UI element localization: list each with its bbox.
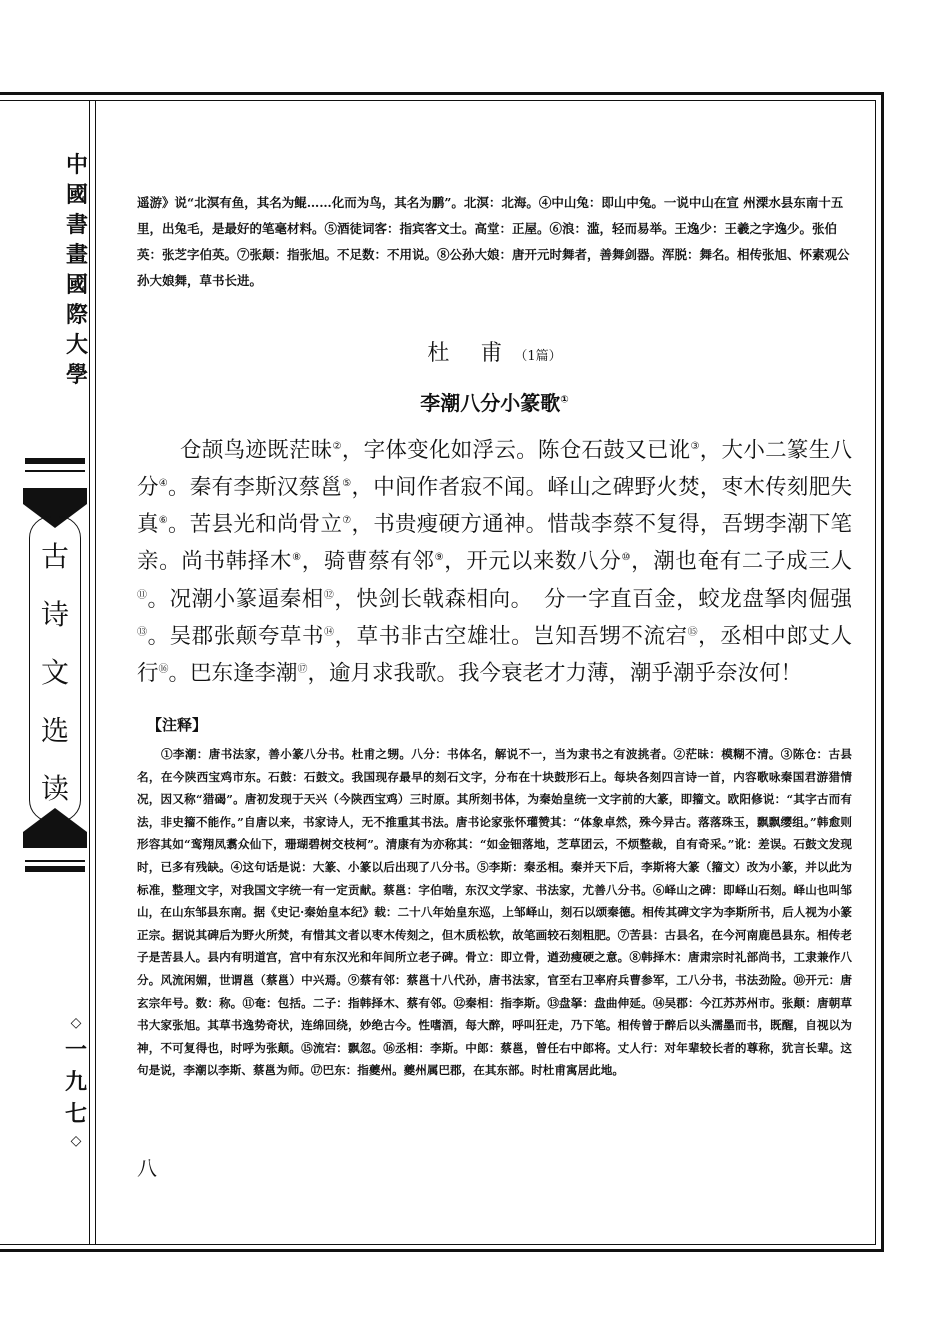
poem-note-mark: ⑩ bbox=[621, 552, 632, 564]
school-char: 際 bbox=[65, 302, 88, 328]
decor-bar-thin bbox=[25, 470, 85, 472]
author-heading bbox=[137, 336, 852, 367]
poem-note-mark: ③ bbox=[690, 441, 700, 452]
poem-title-text: 李潮八分小篆歌 bbox=[420, 391, 561, 415]
book-title-char: 选 bbox=[40, 714, 69, 747]
school-char: 中 bbox=[65, 152, 88, 178]
school-char: 國 bbox=[65, 272, 88, 298]
poem-segment: ，逾月求我歌。我今衰老才力薄，潮乎潮乎奈汝何！ bbox=[307, 661, 803, 687]
decor-bar bbox=[25, 866, 85, 872]
book-title-char: 古 bbox=[40, 540, 69, 573]
poem-note-mark: ⑬ bbox=[137, 626, 148, 638]
poem-count: （1篇） bbox=[514, 349, 562, 364]
poem-note-mark: ⑰ bbox=[297, 663, 308, 675]
author-name: 杜 甫 bbox=[427, 341, 515, 366]
school-char: 畫 bbox=[65, 242, 88, 268]
poem-title bbox=[137, 387, 852, 416]
page-number-char: 九 bbox=[64, 1069, 87, 1095]
decor-bar bbox=[25, 458, 85, 464]
book-title-char: 文 bbox=[40, 656, 69, 689]
poem-note-mark: ⑦ bbox=[342, 515, 352, 527]
book-title-cartouche bbox=[23, 488, 87, 848]
book-title-char: 读 bbox=[40, 772, 69, 805]
diamond-icon: ◇ bbox=[70, 1133, 82, 1149]
poem-note-mark: ⑯ bbox=[158, 663, 169, 675]
poem-title-note-mark: ① bbox=[560, 394, 569, 406]
diamond-icon: ◇ bbox=[70, 1015, 82, 1031]
poem-segment: 。秦有李斯汉蔡邕 bbox=[168, 475, 343, 501]
school-char: 國 bbox=[65, 182, 88, 208]
poem-segment: ，开元以来数八分 bbox=[444, 549, 622, 575]
previous-notes-continuation: 遥游》说“北溟有鱼，其名为鲲……化而为鸟，其名为鹏”。北溟：北海。④中山兔：即山中兔。一说中山在宣 州溧水县东南十五里，出兔毛，是最好的笔毫材料。⑤酒徒词客：指宾客文士。高堂：正屋。⑥浪：滥，轻而易举。王逸少：王羲之字逸少。张伯英：张芝字伯英。⑦张颠：指张旭。不足数：不用说。⑧公孙大娘：唐开元时舞者，善舞剑器。浑脱：舞名。相传张旭、怀素观公孙大娘舞，草书长进。 bbox=[137, 195, 850, 288]
poem-segment: ，草书非古空雄壮。岂知吾甥不流宕 bbox=[334, 623, 688, 649]
poem-note-mark: ⑭ bbox=[324, 626, 335, 638]
page-number-char: 七 bbox=[64, 1101, 87, 1127]
sidebar-rule bbox=[95, 100, 96, 1245]
poem-segment: ，骑曹蔡有邻 bbox=[301, 549, 435, 575]
poem-note-mark: ⑧ bbox=[292, 552, 302, 564]
poem-segment: 仓颉鸟迹既茫昧 bbox=[180, 438, 333, 464]
page-number-vertical bbox=[60, 1012, 92, 1152]
school-char: 學 bbox=[65, 362, 88, 388]
notes-heading: 【注释】 bbox=[147, 716, 208, 735]
notes-body: ①李潮：唐书法家，善小篆八分书。杜甫之甥。八分：书体名，解说不一，当为隶书之有波挑者。②茫昧：模糊不清。③陈仓：古县名，在今陕西宝鸡市东。石鼓：石鼓文。我国现存最早的刻石文字，分布在十块鼓形石上。每块各刻四言诗一首，内容歌咏秦国君游猎情况，因又称“猎碣”。唐初发现于天兴（今陕西宝鸡）三时原。其所刻书体，为秦始皇统一文字前的大篆，即籀文。欧阳修说：“其字古而有法，非史籀不能作。”自唐以来，书家诗人，无不推重其书法。唐书论家张怀瓘赞其：“体象卓然，殊今异古。落落珠玉，飘飘缨组。”韩愈则形容其如“鸾翔凤翥众仙下，珊瑚碧树交枝柯”。清康有为亦称其：“如金钿落地，芝草团云，不烦整裁，自有奇采。”讹：差误。石鼓文发现时，已多有残缺。④这句话是说：大篆、小篆以后出现了八分书。⑤李斯：秦丞相。秦并天下后，李斯将大篆（籀文）改为小篆，并以此为标准，整理文字，对我国文字统一有一定贡献。蔡邕：字伯喈，东汉文学家、书法家，尤善八分书。⑥峄山之碑：即峄山石刻。峄山也叫邹山，在山东邹县东南。据《史记·秦始皇本纪》载：二十八年始皇东巡，上邹峄山，刻石以颂秦德。相传其碑文字为李斯所书，后人视为小篆正宗。据说其碑后为野火所焚，有惜其文者以枣木传刻之，但木质松软，故笔画较石刻粗肥。⑦苦县：古县名，在今河南鹿邑县东。相传老子是苦县人。县内有明道宫，宫中有东汉光和年间所立老子碑。骨立：即立骨，遒劲瘦硬之意。⑧韩择木：唐肃宗时礼部尚书，工隶兼作八分。风流闲媚，世谓邕（蔡邕）中兴焉。⑨蔡有邻：蔡邕十八代孙，唐书法家，官至右卫率府兵曹参军，工八分书，书法劲险。⑩开元：唐玄宗年号。数：称。⑪奄：包括。二子：指韩择木、蔡有邻。⑫秦相：指李斯。⑬盘拏：盘曲伸延。⑭吴郡：今江苏苏州市。张颠：唐朝草书大家张旭。其草书逸势奇状，连绵回绕，妙绝古今。性嗜酒，每大醉，呼叫狂走，乃下笔。相传曾于醉后以头濡墨而书，既醒，自视以为神，不可复得也，时呼为张颠。⑮流宕：飘忽。⑯丞相：李斯。中郎：蔡邕，曾任右中郎将。丈人行：对年辈较长者的尊称，犹言长辈。这句是说，李潮以李斯、蔡邕为师。⑰巴东：指夔州。夔州属巴郡，在其东部。时杜甫寓居此地。 bbox=[137, 747, 852, 1078]
poem-note-mark: ⑥ bbox=[158, 515, 169, 527]
poem-segment: ，书贵瘦硬方通神。惜哉李蔡不复得，吾甥李潮下笔亲。尚书韩择木 bbox=[137, 512, 852, 575]
poem-note-mark: ④ bbox=[158, 478, 169, 490]
poem-note-mark: ⑪ bbox=[137, 589, 148, 601]
decor-bar-thin bbox=[25, 860, 85, 862]
poem-segment: 。苦县光和尚骨立 bbox=[168, 512, 343, 538]
poem-segment: ，中间作者寂不闻。峄山之碑野火焚，枣木传刻肥失真 bbox=[137, 475, 852, 538]
poem-note-mark: ⑮ bbox=[687, 626, 699, 638]
book-title-vertical bbox=[29, 528, 81, 818]
poem-note-mark: ② bbox=[332, 441, 342, 452]
poem-segment: ，大小二篆生八分 bbox=[137, 438, 852, 501]
poem-segment: 。况潮小篆逼秦相 bbox=[147, 586, 324, 612]
school-name-vertical bbox=[62, 150, 92, 390]
poem-segment: ，丞相中郎丈人行 bbox=[137, 623, 852, 687]
poem-segment: ，快剑长戟森相向。 分一字直百金，蛟龙盘拏肉倔强 bbox=[334, 586, 852, 612]
poem-note-mark: ⑨ bbox=[434, 552, 445, 564]
poem-note-mark: ⑤ bbox=[342, 478, 352, 490]
school-char: 書 bbox=[65, 212, 88, 238]
stray-mark: 八 bbox=[137, 1156, 157, 1180]
poem-note-mark: ⑫ bbox=[323, 589, 335, 601]
poem-segment: ，字体变化如浮云。陈仓石鼓又已讹 bbox=[341, 438, 691, 464]
poem-segment: 。吴郡张颠夸草书 bbox=[147, 623, 325, 649]
school-char: 大 bbox=[65, 332, 88, 358]
book-title-char: 诗 bbox=[40, 598, 69, 631]
poem-segment: ，潮也奄有二子成三人 bbox=[631, 549, 852, 575]
poem-segment: 。巴东逢李潮 bbox=[168, 661, 298, 687]
poem-text bbox=[137, 430, 852, 690]
main-content bbox=[137, 190, 852, 1082]
page-number-char: 一 bbox=[64, 1037, 87, 1063]
